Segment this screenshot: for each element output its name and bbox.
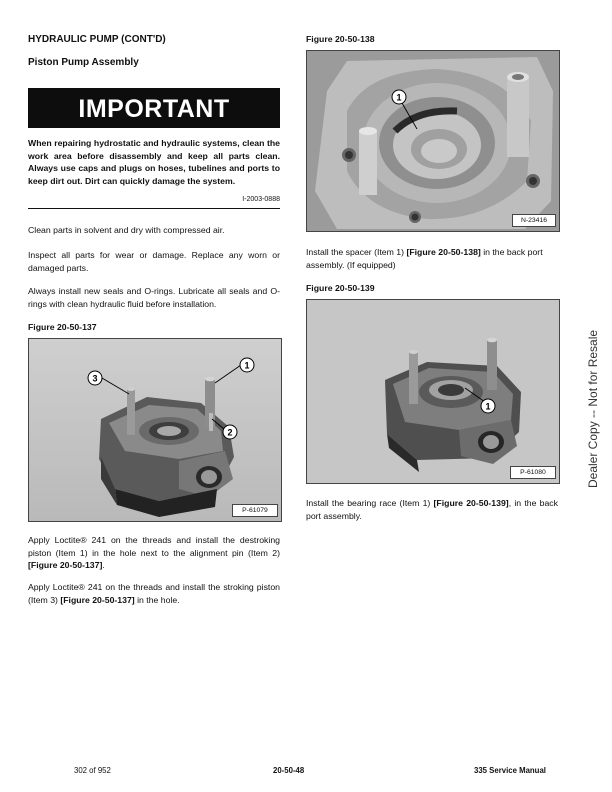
callout-2: [223, 425, 237, 439]
figure-138-caption: Figure 20-50-138: [306, 34, 375, 44]
figure-137-caption: Figure 20-50-137: [28, 322, 97, 332]
paragraph-install-bearing-race: Install the bearing race (Item 1) [Figure 20-50-139], in the back port assembly.: [306, 498, 558, 521]
section-title: HYDRAULIC PUMP (CONT'D): [28, 34, 166, 45]
callout-3-label: 3: [92, 373, 98, 384]
paragraph-install-seals: Always install new seals and O-rings. Lubricate all seals and O-rings with clean hydraulic fluid before installation.: [28, 286, 280, 309]
paragraph-stroking-piston: Apply Loctite® 241 on the threads and install the stroking piston (Item 3) [Figure 20-50-137] in the hole.: [28, 582, 280, 605]
figure-139-code: P-61080: [510, 466, 556, 479]
important-body: When repairing hydrostatic and hydraulic systems, clean the work area before disassembly and keep all parts clean. Always use caps and plugs on hoses, tubelines and ports to keep dirt out. Dirt can quickly damage the system.: [28, 138, 280, 186]
important-code: I-2003-0888: [242, 196, 280, 203]
paragraph-inspect-parts: Inspect all parts for wear or damage. Replace any worn or damaged parts.: [28, 250, 280, 273]
paragraph-install-spacer: Install the spacer (Item 1) [Figure 20-50-138] in the back port assembly. (If equipped): [306, 247, 543, 270]
figure-138-photo: [306, 50, 560, 232]
page-count: 302 of 952: [74, 766, 111, 775]
callout-2-label: 2: [227, 427, 233, 438]
callout-3: [88, 371, 102, 385]
paragraph-destroking-piston: Apply Loctite® 241 on the threads and install the destroking piston (Item 1) in the hole next to the alignment pin (Item 2) [Figure 20-50-137].: [28, 535, 280, 570]
callout-1: [392, 90, 406, 104]
callout-1-label: 1: [396, 92, 402, 103]
callout-1-label: 1: [485, 401, 491, 412]
paragraph-clean-parts: Clean parts in solvent and dry with compressed air.: [28, 225, 225, 235]
callout-1-label: 1: [244, 360, 250, 371]
manual-title: 335 Service Manual: [474, 766, 546, 775]
dealer-copy-note: Dealer Copy -- Not for Resale: [586, 329, 600, 488]
figure-137-code: P-61079: [232, 504, 278, 517]
figure-137-photo: [28, 338, 282, 522]
figure-139-caption: Figure 20-50-139: [306, 283, 375, 293]
figure-138-code: N-23416: [512, 214, 556, 227]
divider: [28, 208, 280, 209]
callout-1: [481, 399, 495, 413]
subsection-title: Piston Pump Assembly: [28, 57, 139, 68]
figure-139-photo: [306, 299, 560, 484]
important-label: IMPORTANT: [78, 95, 230, 123]
page-number: 20-50-48: [273, 766, 305, 775]
callout-1: [240, 358, 254, 372]
